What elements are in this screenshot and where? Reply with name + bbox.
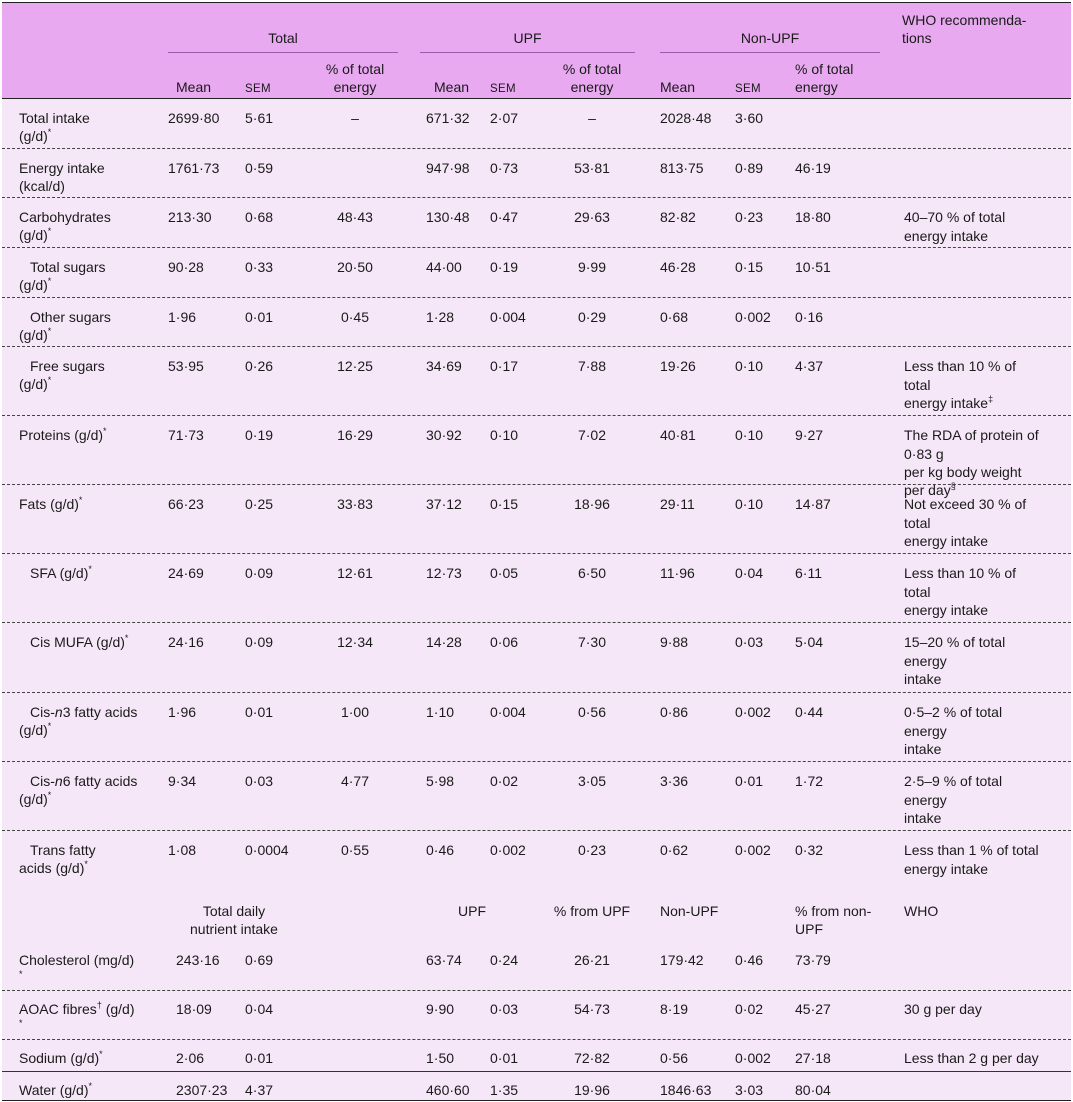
cell-total-mean: 9·34 (168, 773, 197, 789)
cell-upf-pct: 3·05 (577, 773, 607, 789)
cell-who: intake (904, 671, 942, 687)
cell-upf-mean: 12·73 (426, 565, 462, 581)
row-label: (g/d)* (19, 721, 52, 738)
cell-upf-mean: 460·60 (426, 1082, 470, 1098)
subheader-pct-non-upf-line1: % from non- (795, 903, 872, 919)
cell-upf-mean: 14·28 (426, 634, 462, 650)
cell-nonupf-mean: 11·96 (660, 565, 695, 581)
cell-total-mean: 243·16 (176, 952, 220, 968)
cell-total-mean: 24·16 (168, 634, 204, 650)
row-label: (g/d)* (19, 127, 52, 144)
header-who-line2: tions (902, 30, 932, 46)
cell-upf-sem: 0·24 (490, 952, 519, 968)
cell-nonupf-pct: 5·04 (795, 634, 824, 650)
subheader-total-line1: Total daily (202, 903, 266, 919)
cell-upf-mean: 34·69 (426, 358, 462, 374)
cell-nonupf-sem: 0·03 (735, 634, 764, 650)
cell-total-pct: 16·29 (337, 427, 373, 443)
nutrient-intake-table (2, 2, 1071, 1101)
cell-nonupf-mean: 0·86 (660, 704, 689, 720)
row-label: Cis MUFA (g/d)* (30, 633, 129, 650)
cell-upf-mean: 63·74 (426, 952, 462, 968)
cell-upf-sem: 0·10 (490, 427, 519, 443)
cell-nonupf-mean: 813·75 (660, 160, 704, 176)
footnote-mark: * (47, 790, 52, 800)
cell-who: 15–20 % of total (904, 634, 1006, 650)
cell-nonupf-pct: 10·51 (795, 259, 831, 275)
cell-total-sem: 0·33 (245, 259, 274, 275)
cell-nonupf-pct: 80·04 (795, 1082, 831, 1098)
subheader-non-upf: Non-UPF (660, 903, 719, 919)
cell-who: 30 g per day (904, 1001, 982, 1017)
cell-upf-sem: 0·05 (490, 565, 519, 581)
row-label: (kcal/d) (19, 178, 65, 194)
cell-total-pct: 1·00 (340, 704, 370, 720)
header-upf: UPF (513, 30, 542, 46)
cell-upf-mean: 1·10 (426, 704, 455, 720)
cell-nonupf-pct: 46·19 (795, 160, 831, 176)
footnote-mark: * (103, 426, 107, 436)
cell-who: energy (904, 653, 947, 669)
row-label: Sodium (g/d)* (19, 1049, 103, 1066)
row-separator (2, 761, 1071, 762)
row-label: Cis-n6 fatty acids (30, 773, 138, 789)
cell-nonupf-pct: 45·27 (795, 1001, 831, 1017)
cell-upf-sem: 0·03 (490, 1001, 519, 1017)
table-header (2, 3, 1071, 99)
cell-upf-mean: 671·32 (426, 110, 470, 126)
cell-nonupf-mean: 82·82 (660, 209, 696, 225)
row-separator (2, 297, 1071, 298)
subheader-pct-non-upf-line2: UPF (795, 921, 823, 937)
cell-nonupf-sem: 0·10 (735, 358, 764, 374)
cell-total-sem: 0·01 (245, 1050, 274, 1066)
subheader-who: WHO (904, 903, 939, 919)
footnote-mark: * (47, 276, 52, 286)
row-separator (2, 484, 1071, 485)
cell-total-mean: 18·09 (176, 1001, 212, 1017)
col-pct-t-line1: % of total (325, 61, 385, 77)
footnote-mark: † (96, 1000, 102, 1010)
footnote-mark: * (88, 1081, 93, 1091)
cell-upf-mean: 37·12 (426, 496, 462, 512)
cell-upf-pct: 72·82 (574, 1050, 610, 1066)
cell-upf-sem: 0·15 (490, 496, 519, 512)
cell-who: energy (904, 723, 947, 739)
cell-upf-sem: 0·47 (490, 209, 519, 225)
row-separator (2, 247, 1071, 248)
col-mean-u: Mean (434, 79, 470, 95)
cell-who: Less than 10 % of (904, 565, 1017, 581)
row-label: Other sugars (30, 309, 111, 325)
row-label: SFA (g/d)* (30, 564, 92, 581)
cell-total-pct: 20·50 (337, 259, 373, 275)
cell-total-sem: 0·25 (245, 496, 274, 512)
cell-total-sem: 0·01 (245, 704, 274, 720)
cell-nonupf-sem: 0·04 (735, 565, 764, 581)
cell-upf-sem: 1·35 (490, 1082, 519, 1098)
cell-nonupf-mean: 19·26 (660, 358, 696, 374)
cell-nonupf-sem: 3·03 (735, 1082, 764, 1098)
cell-upf-pct: 6·50 (577, 565, 607, 581)
cell-upf-pct: 7·02 (577, 427, 607, 443)
cell-who: energy intake (904, 533, 989, 549)
cell-upf-sem: 0·004 (490, 704, 526, 720)
cell-upf-pct: 7·88 (577, 358, 607, 374)
cell-nonupf-mean: 2028·48 (660, 110, 712, 126)
cell-total-sem: 5·61 (245, 110, 274, 126)
cell-upf-sem: 0·19 (490, 259, 519, 275)
cell-who: per day§ (904, 481, 956, 498)
cell-upf-sem: 0·002 (490, 842, 526, 858)
cell-nonupf-mean: 8·19 (660, 1001, 689, 1017)
col-mean-t: Mean (176, 79, 212, 95)
row-separator (2, 553, 1071, 554)
cell-upf-pct: 29·63 (574, 209, 610, 225)
row-label: (g/d)* (19, 226, 52, 243)
cell-upf-pct: 19·96 (574, 1082, 610, 1098)
cell-total-sem: 0·19 (245, 427, 274, 443)
cell-upf-pct: 0·23 (577, 842, 607, 858)
cell-nonupf-mean: 3·36 (660, 773, 689, 789)
subheader-pct-upf: % from UPF (553, 903, 631, 919)
row-label: Water (g/d)* (19, 1081, 93, 1098)
cell-nonupf-mean: 0·56 (660, 1050, 689, 1066)
row-label: Cholesterol (mg/d) (19, 952, 135, 968)
footnote-mark: * (99, 1049, 103, 1059)
cell-total-mean: 53·95 (168, 358, 204, 374)
cell-upf-pct: – (588, 110, 596, 126)
cell-total-sem: 0·01 (245, 309, 274, 325)
cell-upf-pct: 0·56 (577, 704, 607, 720)
cell-nonupf-pct: 27·18 (795, 1050, 831, 1066)
cell-total-sem: 0·69 (245, 952, 274, 968)
cell-upf-mean: 130·48 (426, 209, 470, 225)
cell-who: 40–70 % of total (904, 209, 1006, 225)
cell-total-pct: 48·43 (337, 209, 373, 225)
cell-nonupf-sem: 0·46 (735, 952, 764, 968)
cell-total-sem: 4·37 (245, 1082, 274, 1098)
footnote-mark: * (78, 495, 83, 505)
cell-who: Not exceed 30 % of (904, 496, 1027, 512)
cell-nonupf-mean: 29·11 (660, 496, 695, 512)
cell-total-pct: 4·77 (340, 773, 370, 789)
cell-who: energy intake (904, 602, 989, 618)
cell-nonupf-sem: 0·10 (735, 427, 764, 443)
cell-total-mean: 2·06 (176, 1050, 205, 1066)
row-separator (2, 197, 1071, 198)
cell-total-mean: 1·96 (168, 704, 197, 720)
cell-who: total (904, 584, 931, 600)
col-pct-n-line2: energy (795, 79, 838, 95)
row-label: Carbohydrates (19, 209, 111, 225)
cell-total-mean: 24·69 (168, 565, 204, 581)
cell-total-mean: 71·73 (168, 427, 204, 443)
row-label: Free sugars (30, 358, 105, 374)
cell-who: 0·5–2 % of total (904, 704, 1003, 720)
cell-nonupf-pct: 6·11 (795, 565, 822, 581)
col-mean-n: Mean (660, 79, 696, 95)
cell-nonupf-pct: 73·79 (795, 952, 831, 968)
cell-total-mean: 2699·80 (168, 110, 220, 126)
cell-total-pct: – (351, 110, 359, 126)
row-label: (g/d)* (19, 375, 52, 392)
cell-total-sem: 0·04 (245, 1001, 274, 1017)
cell-total-mean: 1761·73 (168, 160, 220, 176)
cell-upf-sem: 0·02 (490, 773, 519, 789)
cell-nonupf-pct: 0·32 (795, 842, 824, 858)
row-separator (2, 830, 1071, 831)
cell-nonupf-sem: 0·002 (735, 1050, 771, 1066)
cell-upf-pct: 9·99 (577, 259, 607, 275)
cell-total-sem: 0·59 (245, 160, 274, 176)
row-separator (2, 990, 1071, 991)
cell-nonupf-sem: 0·23 (735, 209, 764, 225)
cell-total-pct: 12·25 (337, 358, 373, 374)
cell-nonupf-sem: 0·002 (735, 704, 771, 720)
col-sem-t: SEM (245, 83, 271, 95)
row-label: Cis-n3 fatty acids (30, 704, 138, 720)
footnote-mark: * (47, 127, 52, 137)
cell-upf-pct: 7·30 (577, 634, 607, 650)
cell-nonupf-mean: 1846·63 (660, 1082, 712, 1098)
cell-upf-sem: 0·06 (490, 634, 519, 650)
row-label: Proteins (g/d)* (19, 426, 107, 443)
cell-nonupf-pct: 0·16 (795, 309, 824, 325)
cell-total-mean: 90·28 (168, 259, 204, 275)
cell-total-sem: 0·09 (245, 565, 274, 581)
row-label: Total sugars (30, 259, 106, 275)
cell-total-mean: 1·96 (168, 309, 197, 325)
footnote-mark: * (19, 1018, 23, 1028)
subheader-total-line2: nutrient intake (190, 921, 278, 937)
row-separator (2, 622, 1071, 623)
row-separator (2, 1071, 1071, 1072)
row-separator (2, 148, 1071, 149)
cell-who: energy (904, 792, 947, 808)
cell-upf-pct: 26·21 (574, 952, 610, 968)
cell-nonupf-sem: 0·89 (735, 160, 764, 176)
cell-who: per kg body weight (904, 464, 1022, 480)
cell-total-mean: 213·30 (168, 209, 212, 225)
cell-upf-sem: 0·73 (490, 160, 519, 176)
row-label: Trans fatty (30, 842, 96, 858)
cell-who: The RDA of protein of (904, 427, 1039, 443)
row-label: acids (g/d)* (19, 859, 88, 876)
cell-upf-mean: 1·28 (426, 309, 455, 325)
row-label: (g/d)* (19, 790, 52, 807)
cell-who: Less than 1 % of total (904, 842, 1039, 858)
cell-upf-mean: 0·46 (426, 842, 455, 858)
header-upf-underline (420, 52, 635, 53)
cell-upf-mean: 947·98 (426, 160, 470, 176)
cell-who: total (904, 377, 931, 393)
row-label: (g/d)* (19, 326, 52, 343)
row-label: AOAC fibres† (g/d) (19, 1000, 135, 1017)
footnote-mark: * (47, 375, 52, 385)
cell-nonupf-sem: 0·01 (735, 773, 764, 789)
cell-nonupf-pct: 14·87 (795, 496, 831, 512)
cell-upf-sem: 0·17 (490, 358, 519, 374)
cell-total-sem: 0·09 (245, 634, 274, 650)
col-sem-u: SEM (490, 83, 516, 95)
subheader-upf: UPF (458, 903, 486, 919)
cell-nonupf-pct: 9·27 (795, 427, 824, 443)
cell-upf-sem: 0·004 (490, 309, 526, 325)
cell-upf-pct: 53·81 (574, 160, 610, 176)
footnote-mark: ‡ (988, 394, 994, 404)
row-separator (2, 415, 1071, 416)
col-sem-n: SEM (735, 83, 761, 95)
cell-who: intake (904, 741, 942, 757)
cell-upf-sem: 2·07 (490, 110, 519, 126)
cell-who: 0·83 g (904, 446, 944, 462)
cell-total-pct: 0·45 (340, 309, 370, 325)
cell-total-pct: 12·61 (337, 565, 373, 581)
footnote-mark: § (950, 481, 956, 491)
cell-total-sem: 0·0004 (245, 842, 289, 858)
row-label: (g/d)* (19, 276, 52, 293)
header-total-underline (168, 52, 398, 53)
cell-who: 2·5–9 % of total (904, 773, 1003, 789)
row-separator (2, 692, 1071, 693)
cell-total-mean: 66·23 (168, 496, 204, 512)
col-pct-t-line2: energy (333, 79, 377, 95)
cell-nonupf-pct: 4·37 (795, 358, 824, 374)
header-non-upf: Non-UPF (740, 30, 800, 46)
header-non-upf-underline (660, 52, 880, 53)
cell-total-pct: 0·55 (340, 842, 370, 858)
cell-nonupf-sem: 0·10 (735, 496, 764, 512)
cell-upf-mean: 9·90 (426, 1001, 455, 1017)
cell-nonupf-sem: 0·02 (735, 1001, 764, 1017)
cell-upf-mean: 30·92 (426, 427, 462, 443)
cell-upf-mean: 5·98 (426, 773, 455, 789)
col-pct-n-line1: % of total (795, 61, 854, 77)
footnote-mark: * (84, 859, 88, 869)
col-pct-u-line2: energy (570, 79, 614, 95)
cell-nonupf-mean: 46·28 (660, 259, 696, 275)
cell-nonupf-mean: 179·42 (660, 952, 704, 968)
cell-nonupf-pct: 0·44 (795, 704, 824, 720)
cell-who: energy intake (904, 861, 989, 877)
footnote-mark: * (19, 969, 23, 979)
footnote-mark: * (47, 721, 52, 731)
cell-who: energy intake‡ (904, 394, 994, 411)
cell-nonupf-mean: 40·81 (660, 427, 696, 443)
row-label-mark (19, 1018, 23, 1036)
cell-nonupf-sem: 0·002 (735, 309, 771, 325)
cell-who: intake (904, 810, 942, 826)
cell-total-mean: 2307·23 (176, 1082, 228, 1098)
cell-total-sem: 0·68 (245, 209, 274, 225)
col-pct-u-line1: % of total (562, 61, 622, 77)
cell-nonupf-mean: 9·88 (660, 634, 689, 650)
row-label-mark (19, 969, 23, 987)
cell-who: Less than 10 % of (904, 358, 1017, 374)
cell-upf-mean: 1·50 (426, 1050, 455, 1066)
cell-nonupf-mean: 0·62 (660, 842, 689, 858)
cell-upf-pct: 0·29 (577, 309, 607, 325)
row-separator (2, 346, 1071, 347)
cell-nonupf-mean: 0·68 (660, 309, 689, 325)
cell-upf-pct: 18·96 (574, 496, 610, 512)
footnote-mark: * (47, 326, 52, 336)
cell-nonupf-pct: 18·80 (795, 209, 831, 225)
cell-nonupf-sem: 0·15 (735, 259, 764, 275)
row-separator (2, 1039, 1071, 1040)
cell-who: Less than 2 g per day (904, 1050, 1039, 1066)
cell-upf-pct: 54·73 (574, 1001, 610, 1017)
cell-total-pct: 12·34 (337, 634, 373, 650)
footnote-mark: * (88, 564, 92, 574)
cell-total-pct: 33·83 (337, 496, 373, 512)
cell-total-mean: 1·08 (168, 842, 197, 858)
cell-nonupf-sem: 0·002 (735, 842, 771, 858)
cell-total-sem: 0·26 (245, 358, 274, 374)
row-label: Energy intake (19, 160, 105, 176)
row-label: Total intake (19, 110, 90, 126)
header-total: Total (268, 30, 298, 46)
row-label: Fats (g/d)* (19, 495, 83, 512)
cell-who: energy intake (904, 228, 989, 244)
cell-total-sem: 0·03 (245, 773, 274, 789)
footnote-mark: * (47, 226, 52, 236)
footnote-mark: * (124, 633, 129, 643)
cell-nonupf-pct: 1·72 (795, 773, 824, 789)
header-who-line1: WHO recommenda- (902, 12, 1027, 28)
cell-upf-mean: 44·00 (426, 259, 462, 275)
cell-upf-sem: 0·01 (490, 1050, 519, 1066)
cell-who: total (904, 515, 931, 531)
cell-nonupf-sem: 3·60 (735, 110, 764, 126)
